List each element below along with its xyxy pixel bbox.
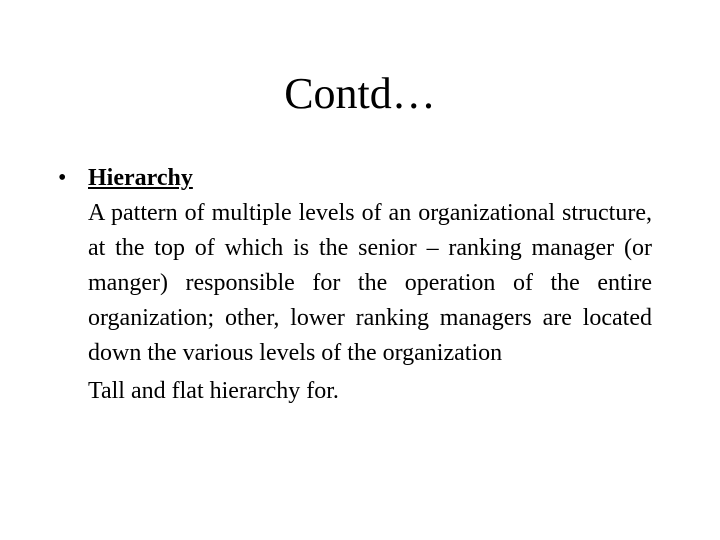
bullet-dot-icon: • bbox=[58, 165, 67, 191]
slide-title: Contd… bbox=[284, 69, 436, 118]
slide-content bbox=[58, 160, 652, 409]
bullet-footer-text: Tall and flat hierarchy for. bbox=[88, 378, 339, 404]
bullet-heading: Hierarchy bbox=[88, 165, 193, 191]
bullet-item bbox=[58, 160, 652, 409]
bullet-body-text: A pattern of multiple levels of an organizational structure, at the top of which is the senior – ranking manager (or manger) responsible for the operation of the entire organization; other, lower ranking managers are located down the various levels of the organization bbox=[88, 200, 652, 366]
